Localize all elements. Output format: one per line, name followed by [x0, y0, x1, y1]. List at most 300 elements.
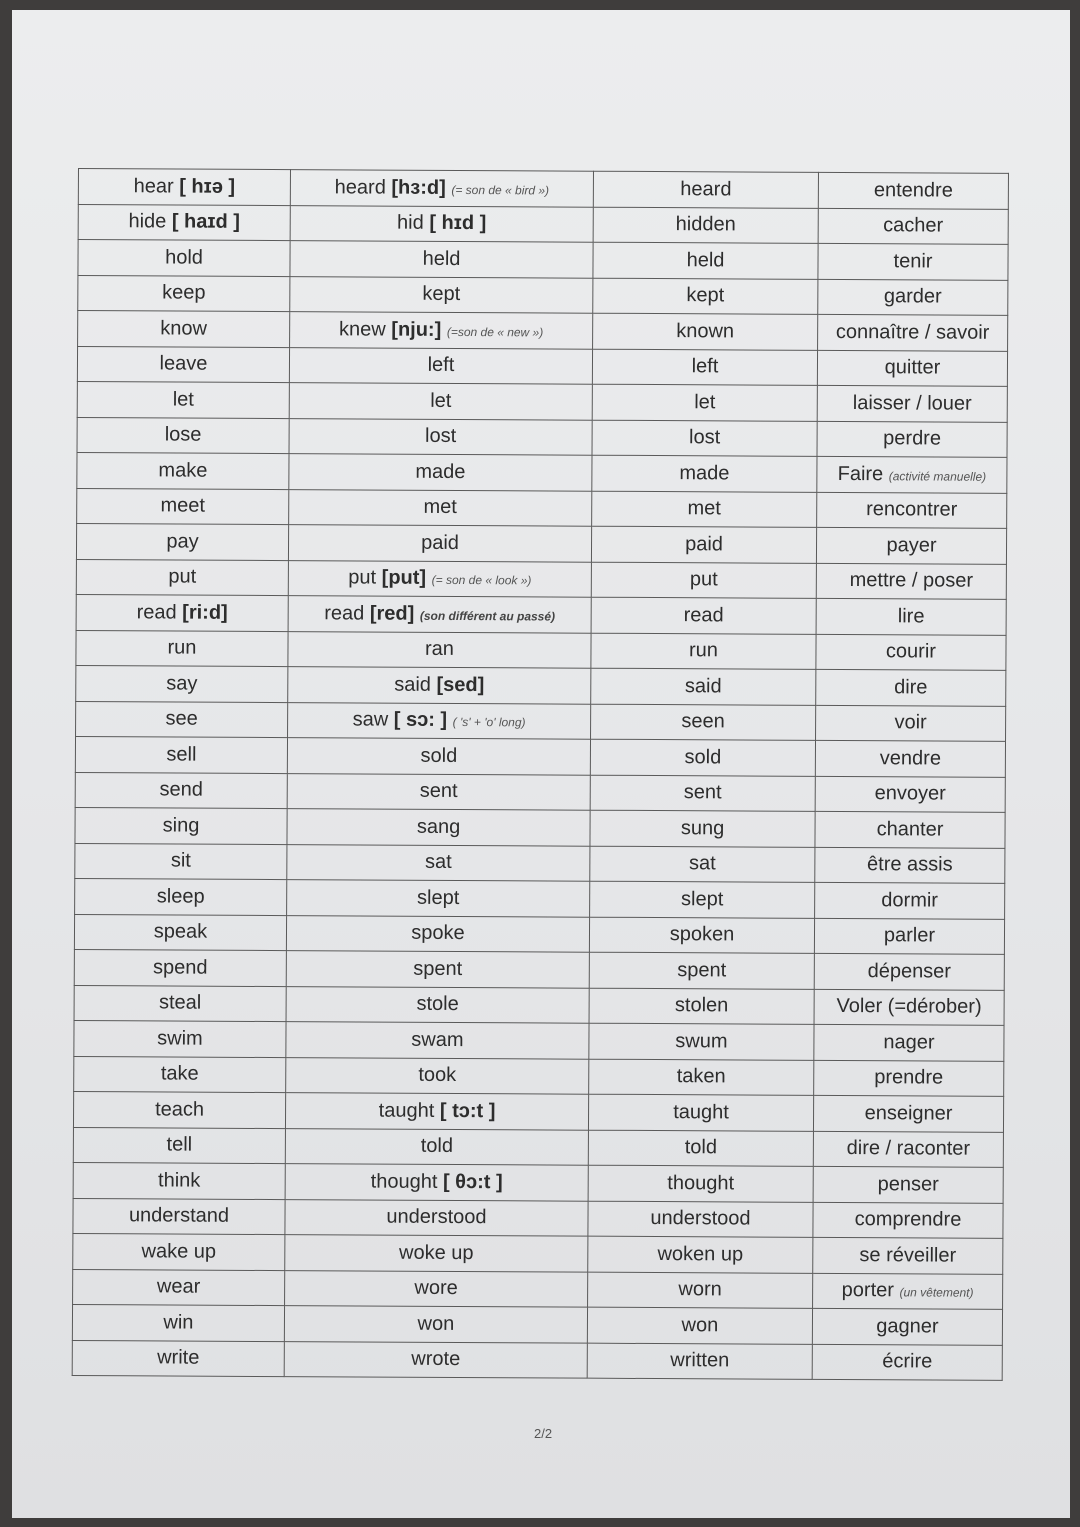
french-translation: mettre / poser: [849, 569, 974, 592]
past-participle-cell: [588, 1236, 813, 1273]
french-translation-cell: [816, 705, 1006, 741]
past-phonetic: [ tɔ:t ]: [439, 1099, 496, 1122]
table-row: [75, 736, 1005, 776]
past-participle: run: [688, 639, 718, 662]
french-translation: quitter: [884, 356, 941, 379]
base-form-cell: [74, 1020, 286, 1057]
past-participle-cell: [589, 988, 814, 1025]
french-translation-cell: [816, 669, 1006, 705]
past-participle-cell: [590, 810, 815, 847]
base-form: say: [166, 672, 198, 695]
past-simple-cell: [288, 702, 591, 739]
past-note: (son différent au passé): [419, 608, 556, 624]
base-form: hear: [133, 175, 174, 198]
base-form-cell: [74, 949, 286, 986]
base-phonetic: [ri:d]: [182, 601, 228, 624]
past-participle-cell: [593, 278, 818, 315]
french-translation: voir: [894, 711, 927, 734]
french-translation: vendre: [879, 746, 942, 770]
table-row: [74, 1056, 1004, 1096]
past-participle: paid: [685, 532, 724, 556]
base-form: win: [163, 1311, 194, 1334]
past-participle-cell: [591, 633, 816, 670]
french-translation-cell: [814, 953, 1004, 989]
base-form: spend: [153, 956, 208, 979]
table-row: [77, 346, 1007, 386]
past-phonetic: [put]: [381, 566, 427, 590]
past-participle: sung: [680, 816, 725, 840]
french-translation-cell: [817, 385, 1007, 421]
french-translation-cell: [817, 421, 1007, 457]
base-form-cell: [74, 914, 286, 951]
past-simple-cell: [289, 489, 592, 526]
table-row: [74, 1020, 1004, 1060]
base-form-cell: [78, 240, 290, 277]
base-form-cell: [77, 417, 289, 454]
base-form: let: [172, 388, 194, 411]
base-form: lose: [164, 423, 202, 446]
french-translation: dormir: [881, 888, 939, 912]
french-translation-cell: [812, 1308, 1002, 1344]
past-participle: woken up: [657, 1242, 744, 1266]
table-row: [75, 843, 1005, 883]
french-translation-cell: [812, 1344, 1002, 1380]
table-row: [73, 1091, 1003, 1131]
table-row: [78, 311, 1008, 351]
base-form-cell: [75, 736, 287, 773]
table-row: [76, 665, 1006, 705]
base-form: sing: [162, 814, 200, 837]
base-form: sell: [166, 743, 197, 766]
base-form-cell: [76, 630, 288, 667]
table-row: [77, 417, 1007, 457]
french-translation: connaître / savoir: [835, 320, 990, 344]
base-form-cell: [78, 169, 290, 206]
table-row: [74, 985, 1004, 1025]
irregular-verbs-table: [72, 168, 1009, 1381]
past-participle: seen: [681, 710, 725, 733]
french-translation: nager: [883, 1030, 935, 1054]
past-simple: read: [324, 602, 365, 625]
base-form-cell: [76, 523, 288, 560]
past-participle-cell: [587, 1343, 812, 1380]
past-simple: left: [427, 354, 455, 377]
base-form: run: [167, 636, 197, 659]
past-simple: taught: [378, 1099, 435, 1122]
table-row: [73, 1198, 1003, 1238]
past-participle: spoken: [669, 923, 735, 946]
french-translation-cell: [815, 847, 1005, 883]
french-translation: lire: [897, 605, 925, 628]
table-row: [73, 1269, 1003, 1309]
past-simple-cell: [285, 1164, 588, 1201]
french-translation: comprendre: [854, 1208, 962, 1231]
french-translation: enseigner: [864, 1101, 953, 1125]
french-translation-cell: [814, 1024, 1004, 1060]
past-simple: understood: [386, 1205, 487, 1229]
french-translation: dire: [894, 676, 928, 699]
french-translation-cell: [816, 634, 1006, 670]
past-participle: worn: [678, 1278, 722, 1301]
past-participle: sent: [683, 781, 722, 804]
past-participle-cell: [590, 775, 815, 812]
past-simple: put: [348, 566, 377, 589]
past-participle: held: [686, 248, 725, 272]
table-row: [76, 559, 1006, 599]
translation-note: (un vêtement): [899, 1285, 974, 1300]
past-simple-cell: [290, 170, 593, 207]
base-form: keep: [162, 281, 206, 304]
past-simple-cell: [286, 1022, 589, 1059]
past-participle: let: [694, 390, 716, 414]
past-participle: told: [684, 1136, 718, 1159]
base-form: tell: [166, 1133, 193, 1156]
past-participle-cell: [588, 1201, 813, 1238]
past-participle-cell: [590, 739, 815, 776]
past-participle-cell: [592, 349, 817, 386]
past-simple-cell: [287, 738, 590, 775]
past-simple: heard: [334, 176, 386, 199]
french-translation-cell: [815, 740, 1005, 776]
past-simple-cell: [290, 205, 593, 242]
past-participle: put: [689, 568, 718, 591]
base-form-cell: [76, 559, 288, 596]
table-row: [78, 275, 1008, 315]
past-simple-cell: [288, 667, 591, 704]
past-participle: met: [687, 497, 721, 520]
french-translation-cell: [817, 492, 1007, 528]
french-translation: écrire: [882, 1350, 933, 1373]
past-participle: taught: [673, 1100, 729, 1124]
past-simple: sold: [420, 744, 458, 767]
past-simple: sang: [416, 815, 461, 838]
base-form: pay: [166, 530, 199, 553]
past-phonetic: [red]: [369, 602, 415, 625]
base-form: meet: [160, 494, 206, 517]
past-phonetic: [ sɔ: ]: [393, 708, 448, 732]
base-form-cell: [73, 1233, 285, 1270]
french-translation-cell: [814, 918, 1004, 954]
past-simple-cell: [290, 312, 593, 349]
french-translation: être assis: [867, 853, 953, 876]
paper-sheet: [12, 10, 1070, 1518]
past-simple-cell: [285, 1093, 588, 1130]
past-simple: hid: [397, 211, 424, 235]
past-participle: written: [670, 1349, 730, 1372]
past-simple: met: [423, 496, 457, 519]
past-participle: made: [679, 461, 730, 485]
french-translation: chanter: [876, 817, 944, 841]
french-translation: Voler (=dérober): [836, 995, 982, 1018]
table-row: [73, 1233, 1003, 1273]
past-simple: ran: [424, 638, 454, 661]
past-phonetic: [ hɪd ]: [429, 212, 487, 235]
french-translation-cell: [816, 598, 1006, 634]
past-participle: won: [681, 1313, 719, 1337]
past-simple-cell: [286, 951, 589, 988]
past-note: (=son de « new »): [446, 324, 544, 340]
base-form-cell: [76, 701, 288, 738]
past-simple-cell: [285, 1128, 588, 1165]
base-phonetic: [ haɪd ]: [171, 210, 241, 234]
past-simple: woke up: [399, 1241, 474, 1264]
table-row: [77, 488, 1007, 528]
base-form-cell: [74, 985, 286, 1022]
french-translation: porter: [841, 1279, 895, 1302]
base-form-cell: [76, 594, 288, 631]
past-participle-cell: [591, 704, 816, 741]
base-form: put: [168, 565, 197, 588]
past-participle-cell: [591, 668, 816, 705]
table-row: [76, 701, 1006, 741]
past-simple: won: [417, 1312, 455, 1335]
french-translation-cell: [816, 563, 1006, 599]
base-form-cell: [75, 843, 287, 880]
past-simple-cell: [285, 1270, 588, 1307]
past-simple: sent: [419, 780, 458, 803]
past-participle: left: [691, 355, 719, 378]
french-translation: envoyer: [874, 782, 946, 805]
past-participle-cell: [588, 1094, 813, 1131]
french-translation-cell: [813, 1166, 1003, 1202]
base-form-cell: [77, 346, 289, 383]
base-form-cell: [73, 1162, 285, 1199]
past-phonetic: [ θɔ:t ]: [442, 1170, 503, 1193]
base-form-cell: [77, 488, 289, 525]
past-participle-cell: [593, 207, 818, 244]
base-phonetic: [ hɪə ]: [179, 175, 236, 198]
french-translation-cell: [817, 350, 1007, 386]
base-form: sit: [170, 849, 191, 872]
table-row: [74, 914, 1004, 954]
french-translation-cell: [814, 989, 1004, 1025]
past-participle-cell: [591, 562, 816, 599]
past-participle-cell: [588, 1130, 813, 1167]
french-translation-cell: [817, 456, 1007, 492]
page-number: 2/2: [534, 1426, 553, 1441]
past-participle-cell: [592, 420, 817, 457]
french-translation-cell: [818, 314, 1008, 350]
past-simple: knew: [338, 318, 386, 341]
past-participle-cell: [593, 171, 818, 208]
past-simple-cell: [288, 631, 591, 668]
french-translation-cell: [818, 172, 1008, 208]
past-participle: sold: [684, 745, 722, 769]
past-participle-cell: [593, 313, 818, 350]
past-simple: spent: [413, 957, 463, 980]
french-translation: gagner: [876, 1314, 939, 1338]
past-simple: lost: [424, 425, 457, 448]
french-translation-cell: [813, 1237, 1003, 1273]
base-form-cell: [78, 311, 290, 348]
past-simple-cell: [285, 1235, 588, 1272]
past-simple: held: [422, 247, 461, 270]
past-simple-cell: [288, 560, 591, 597]
table-row: [73, 1127, 1003, 1167]
base-form: write: [157, 1346, 200, 1369]
french-translation-cell: [818, 243, 1008, 279]
base-form: hide: [128, 210, 167, 233]
table-row: [75, 772, 1005, 812]
french-translation: payer: [886, 533, 937, 557]
verb-table-body: [72, 169, 1008, 1381]
past-simple-cell: [288, 525, 591, 562]
past-simple: said: [394, 673, 432, 696]
french-translation: tenir: [893, 250, 933, 273]
past-simple: let: [430, 389, 452, 412]
past-phonetic: [nju:]: [391, 318, 442, 341]
past-simple-cell: [286, 915, 589, 952]
base-form: steal: [158, 991, 202, 1014]
table-row: [78, 240, 1008, 280]
past-simple-cell: [287, 773, 590, 810]
base-form: send: [159, 778, 203, 801]
past-participle-cell: [587, 1307, 812, 1344]
past-participle-cell: [591, 526, 816, 563]
past-simple: wore: [414, 1277, 458, 1300]
past-simple-cell: [284, 1341, 587, 1378]
past-participle: sat: [688, 852, 716, 875]
french-translation: entendre: [873, 178, 953, 202]
past-simple: sat: [424, 851, 452, 874]
base-form: read: [136, 601, 177, 624]
past-participle-cell: [591, 597, 816, 634]
past-simple-cell: [284, 1306, 587, 1343]
base-form-cell: [77, 381, 289, 418]
table-row: [72, 1304, 1002, 1344]
french-translation-cell: [818, 279, 1008, 315]
base-form-cell: [75, 772, 287, 809]
past-participle: kept: [686, 284, 725, 307]
french-translation-cell: [813, 1095, 1003, 1131]
past-participle-cell: [589, 952, 814, 989]
past-simple-cell: [290, 241, 593, 278]
base-form: understand: [128, 1204, 230, 1228]
past-simple-cell: [289, 418, 592, 455]
past-simple-cell: [289, 383, 592, 420]
past-simple-cell: [288, 596, 591, 633]
french-translation: parler: [883, 924, 936, 947]
past-simple: slept: [417, 886, 460, 909]
french-translation: dire / raconter: [846, 1137, 971, 1160]
table-row: [75, 807, 1005, 847]
base-form: sleep: [156, 885, 205, 908]
french-translation-cell: [815, 811, 1005, 847]
past-participle: read: [683, 603, 724, 627]
base-form: swim: [157, 1027, 203, 1050]
past-simple: saw: [352, 708, 389, 731]
base-form: know: [160, 317, 208, 340]
past-participle-cell: [589, 917, 814, 954]
past-simple: thought: [370, 1170, 438, 1193]
past-participle-cell: [589, 1023, 814, 1060]
past-simple: paid: [421, 531, 460, 554]
french-translation: se réveiller: [859, 1243, 957, 1267]
table-row: [75, 878, 1005, 918]
past-simple: made: [415, 460, 466, 483]
french-translation: courir: [885, 640, 937, 663]
base-form: see: [165, 707, 198, 730]
table-row: [77, 452, 1007, 492]
past-simple-cell: [289, 454, 592, 491]
past-participle: thought: [667, 1171, 735, 1195]
french-translation: cacher: [883, 214, 944, 237]
past-participle: known: [676, 319, 735, 343]
past-simple-cell: [286, 1057, 589, 1094]
past-participle-cell: [593, 242, 818, 279]
past-participle: said: [684, 674, 722, 698]
past-simple: stole: [416, 993, 459, 1016]
past-participle-cell: [589, 1059, 814, 1096]
base-form-cell: [73, 1198, 285, 1235]
past-participle-cell: [588, 1165, 813, 1202]
base-form: leave: [159, 352, 208, 375]
table-row: [76, 523, 1006, 563]
base-form-cell: [78, 275, 290, 312]
table-row: [72, 1340, 1002, 1380]
french-translation: garder: [883, 285, 942, 308]
base-form-cell: [72, 1340, 284, 1377]
past-note: (= son de « bird »): [451, 182, 550, 198]
french-translation: laisser / louer: [852, 391, 972, 415]
base-form-cell: [75, 807, 287, 844]
past-simple: spoke: [411, 922, 465, 945]
base-form-cell: [78, 204, 290, 241]
base-form: make: [158, 459, 208, 482]
base-form: wear: [156, 1275, 201, 1298]
base-form-cell: [74, 1056, 286, 1093]
past-participle: understood: [650, 1207, 751, 1230]
base-form: speak: [153, 920, 208, 943]
past-simple: swam: [411, 1028, 464, 1051]
past-note: (= son de « look »): [431, 573, 532, 588]
base-form: teach: [155, 1098, 205, 1121]
past-participle-cell: [592, 384, 817, 421]
french-translation-cell: [815, 776, 1005, 812]
past-participle-cell: [588, 1272, 813, 1309]
past-participle: slept: [680, 887, 724, 911]
past-participle: swum: [675, 1029, 728, 1053]
french-translation-cell: [813, 1131, 1003, 1167]
base-form-cell: [73, 1127, 285, 1164]
table-row: [74, 949, 1004, 989]
past-participle-cell: [590, 846, 815, 883]
table-row: [76, 594, 1006, 634]
past-simple-cell: [287, 809, 590, 846]
past-simple-cell: [285, 1199, 588, 1236]
past-simple-cell: [286, 986, 589, 1023]
base-form: think: [158, 1169, 201, 1192]
base-form-cell: [77, 452, 289, 489]
french-translation-cell: [815, 882, 1005, 918]
translation-note: (activité manuelle): [888, 468, 987, 484]
past-participle: lost: [688, 426, 721, 449]
past-simple-cell: [290, 276, 593, 313]
french-translation-cell: [813, 1273, 1003, 1309]
french-translation: Faire: [837, 462, 884, 485]
french-translation-cell: [813, 1202, 1003, 1238]
table-row: [78, 204, 1008, 244]
table-row: [78, 169, 1008, 209]
past-participle: stolen: [674, 994, 729, 1017]
past-phonetic: [sed]: [436, 673, 485, 696]
past-participle-cell: [590, 881, 815, 918]
past-participle: spent: [677, 958, 727, 982]
past-simple-cell: [287, 880, 590, 917]
past-simple-cell: [287, 844, 590, 881]
french-translation: dépenser: [867, 959, 952, 983]
french-translation-cell: [816, 527, 1006, 563]
